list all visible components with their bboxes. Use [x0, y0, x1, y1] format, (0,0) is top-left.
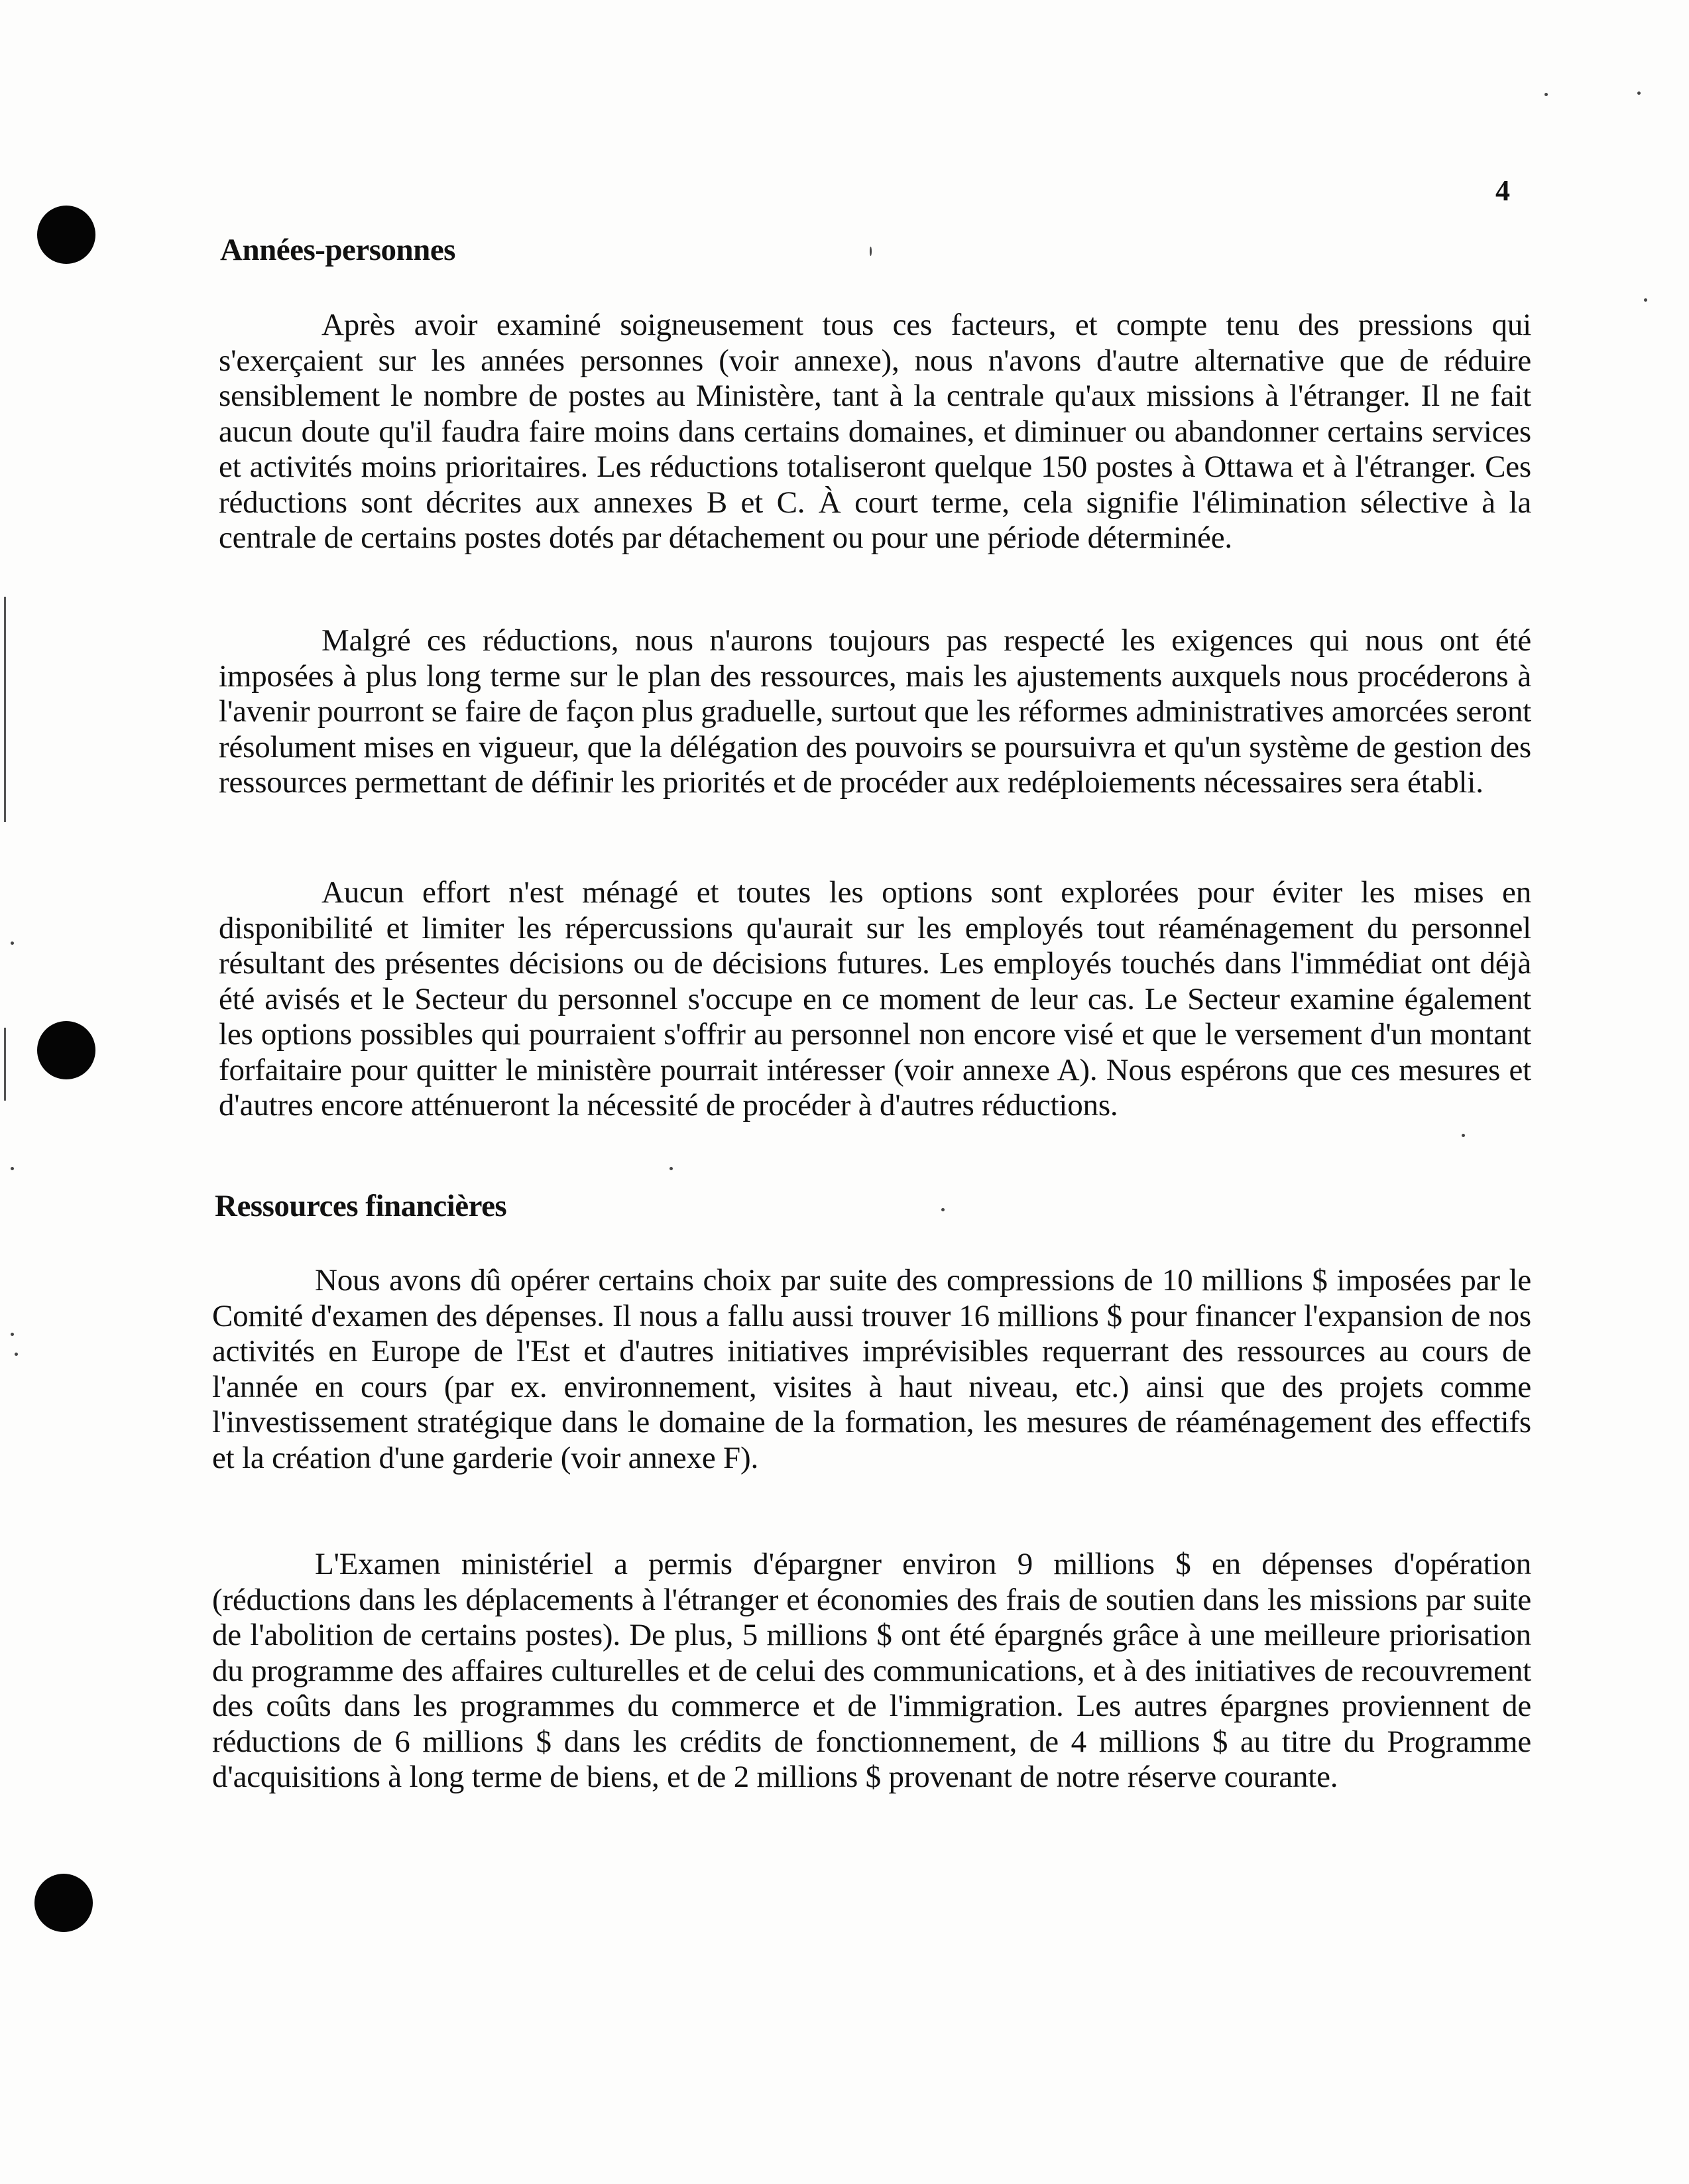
scan-speck	[11, 1333, 14, 1336]
scan-speck	[1462, 1134, 1465, 1137]
scan-speck	[1544, 93, 1548, 96]
scan-speck	[11, 941, 14, 945]
margin-mark	[4, 1028, 6, 1101]
scan-speck	[870, 247, 872, 256]
scan-speck	[941, 1208, 945, 1211]
scan-speck	[1644, 298, 1647, 302]
punch-hole	[34, 1874, 93, 1932]
scan-speck	[670, 1167, 673, 1170]
punch-hole	[37, 206, 95, 264]
paragraph: Après avoir examiné soigneusement tous ces facteurs, et compte tenu des pressions qui s'exerçaient sur les années personnes (voir annexe), nous n'avons d'autre alternative que de réduire sensiblement le nombre de postes au Ministère, tant à la centrale qu'aux missions à l'étranger. Il ne fait aucun doute qu'il faudra faire moins dans certains domaines, et diminuer ou abandonner certains services et activités moins prioritaires. Les réductions totaliseront quelque 150 postes à Ottawa et à l'étranger. Ces réductions sont décrites aux annexes B et C. À court terme, cela signifie l'élimination sélective à la centrale de certains postes dotés par détachement ou pour une période déterminée.	[219, 308, 1531, 555]
paragraph: Malgré ces réductions, nous n'aurons toujours pas respecté les exigences qui nous ont été imposées à plus long terme sur le plan des ressources, mais les ajustements auxquels nous procéderons à l'avenir pourront se faire de façon plus graduelle, surtout que les réformes administratives amorcées seront résolument mises en vigueur, que la délégation des pouvoirs se poursuivra et qu'un système de gestion des ressources permettant de définir les priorités et de procéder aux redéploiements nécessaires sera établi.	[219, 623, 1531, 800]
section-heading: Années-personnes	[220, 233, 455, 267]
scan-speck	[1637, 91, 1641, 95]
section-heading: Ressources financières	[215, 1189, 507, 1223]
paragraph: Aucun effort n'est ménagé et toutes les options sont explorées pour éviter les mises en disponibilité et limiter les répercussions qu'aurait sur les employés tout réaménagement du personnel résultant des présentes décisions ou de décisions futures. Les employés touchés dans l'immédiat ont déjà été avisés et le Secteur du personnel s'occupe en ce moment de leur cas. Le Secteur examine également les options possibles qui pourraient s'offrir au personnel non encore visé et que le versement d'un montant forfaitaire pour quitter le ministère pourrait intéresser (voir annexe A). Nous espérons que ces mesures et d'autres encore atténueront la nécessité de procéder à d'autres réductions.	[219, 875, 1531, 1122]
page-number: 4	[1495, 174, 1510, 207]
paragraph: Nous avons dû opérer certains choix par suite des compressions de 10 millions $ imposées par le Comité d'examen des dépenses. Il nous a fallu aussi trouver 16 millions $ pour financer l'expansion de nos activités en Europe de l'Est et d'autres initiatives imprévisibles requerrant des ressources au cours de l'année en cours (par ex. environnement, visites à haut niveau, etc.) ainsi que des projets comme l'investissement stratégique dans le domaine de la formation, les mesures de réaménagement des effectifs et la création d'une garderie (voir annexe F).	[212, 1263, 1531, 1475]
paragraph: L'Examen ministériel a permis d'épargner environ 9 millions $ en dépenses d'opération (réductions dans les déplacements à l'étranger et économies des frais de soutien dans les missions par suite de l'abolition de certains postes). De plus, 5 millions $ ont été épargnés grâce à une meilleure priorisation du programme des affaires culturelles et de celui des communications, et à des initiatives de recouvrement des coûts dans les programmes du commerce et de l'immigration. Les autres épargnes proviennent de réductions de 6 millions $ dans les crédits de fonctionnement, de 4 millions $ au titre du Programme d'acquisitions à long terme de biens, et de 2 millions $ provenant de notre réserve courante.	[212, 1547, 1531, 1794]
punch-hole	[37, 1021, 95, 1079]
scan-speck	[11, 1167, 14, 1170]
scan-speck	[15, 1353, 18, 1356]
margin-mark	[4, 597, 6, 822]
